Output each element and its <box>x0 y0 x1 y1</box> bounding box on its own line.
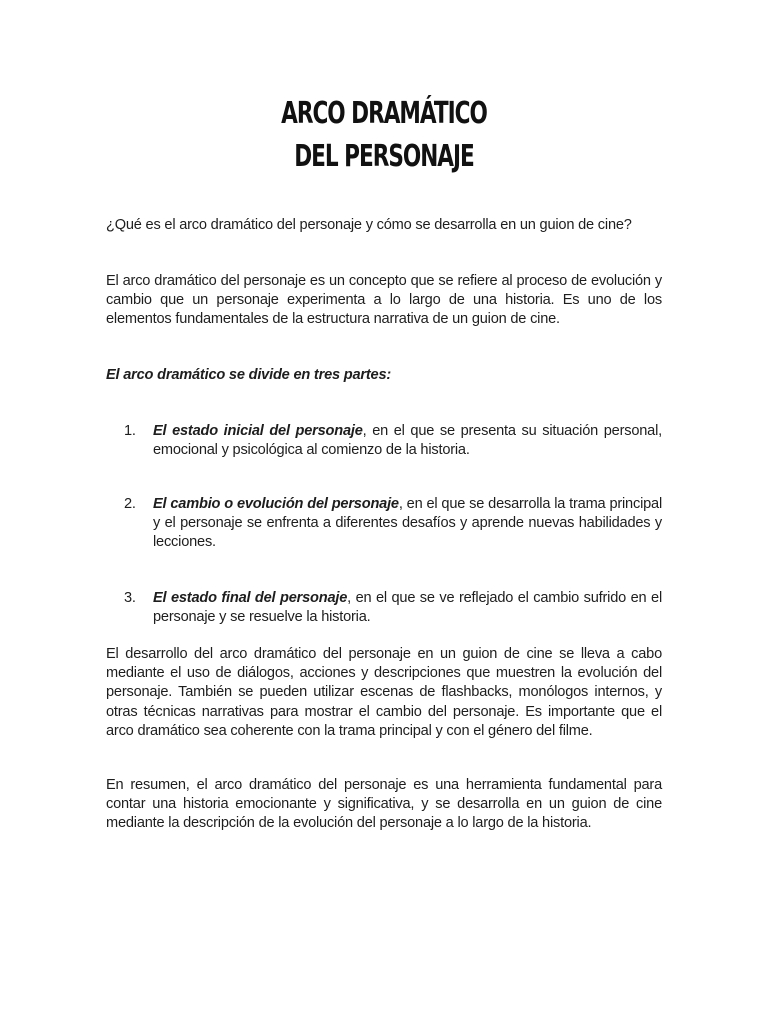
list-item-number: 3. <box>124 590 136 606</box>
summary-paragraph: En resumen, el arco dramático del personaje es una herramienta fundamental para contar una historia emocionante y significativa, y se desarrolla en un guion de cine mediante la descripción de la evolución del personaje a lo largo de la historia. <box>106 777 662 832</box>
list-item-number: 2. <box>124 496 136 512</box>
list-item-lead: El cambio o evolución del personaje <box>153 496 399 512</box>
title-line-2: DEL PERSONAJE <box>294 139 474 174</box>
list-item-text: , en el que se presenta su situación personal, emocional y psicológica al comienzo de la historia. <box>153 423 662 459</box>
list-item-text: , en el que se desarrolla la trama principal y el personaje se enfrenta a diferentes desafíos y aprende nuevas habilidades y lecciones. <box>153 496 662 551</box>
list-item-body <box>153 589 662 627</box>
list-item-body <box>153 495 662 553</box>
document-title <box>108 92 661 178</box>
list-item-lead: El estado final del personaje <box>153 590 348 606</box>
list-item-lead: El estado inicial del personaje <box>153 423 363 439</box>
development-paragraph: El desarrollo del arco dramático del personaje en un guion de cine se lleva a cabo mediante el uso de diálogos, acciones y descripciones que muestren la evolución del personaje. También se pueden utilizar escenas de flashbacks, monólogos internos, y otras técnicas narrativas para mostrar el cambio del personaje. Es importante que el arco dramático sea coherente con la trama principal y con el género del filme. <box>106 646 662 739</box>
list-item-text: , en el que se ve reflejado el cambio sufrido en el personaje y se resuelve la historia. <box>153 590 662 626</box>
section-subheading: El arco dramático se divide en tres partes: <box>106 367 392 383</box>
question-line: ¿Qué es el arco dramático del personaje y cómo se desarrolla en un guion de cine? <box>106 217 632 233</box>
intro-paragraph: El arco dramático del personaje es un concepto que se refiere al proceso de evolución y cambio que un personaje experimenta a lo largo de una historia. Es uno de los elementos fundamentales de la estructura narrativa de un guion de cine. <box>106 273 662 328</box>
title-line-1: ARCO DRAMÁTICO <box>281 96 487 131</box>
list-item <box>124 589 662 627</box>
list-item-body <box>153 422 662 460</box>
list-item-number: 1. <box>124 423 136 439</box>
list-item <box>124 495 662 553</box>
list-item <box>124 422 662 460</box>
